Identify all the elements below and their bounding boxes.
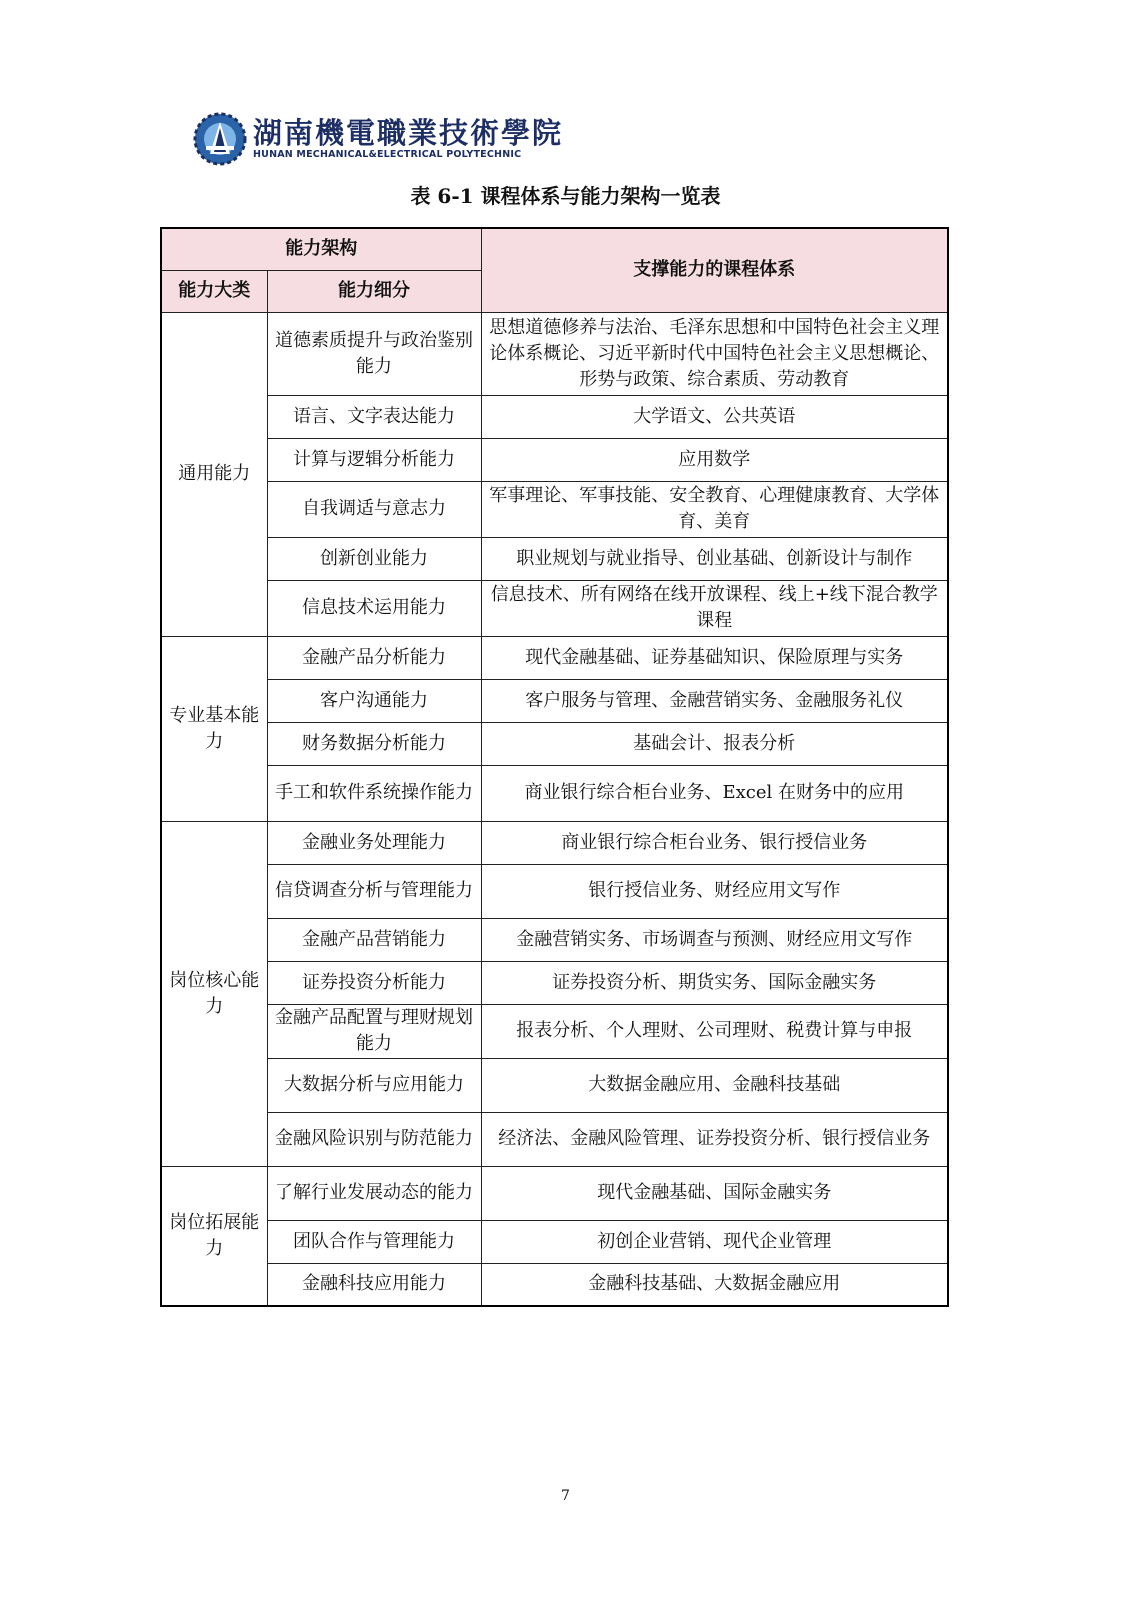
courses-cell: 大数据金融应用、金融科技基础 [481,1058,948,1112]
ability-detail-cell: 大数据分析与应用能力 [267,1058,481,1112]
ability-detail-cell: 客户沟通能力 [267,679,481,722]
ability-detail-cell: 金融产品营销能力 [267,918,481,961]
courses-cell: 经济法、金融风险管理、证券投资分析、银行授信业务 [481,1112,948,1166]
courses-cell: 商业银行综合柜台业务、Excel 在财务中的应用 [481,765,948,821]
ability-detail-cell: 计算与逻辑分析能力 [267,438,481,481]
ability-detail-cell: 道德素质提升与政治鉴别能力 [267,312,481,395]
courses-cell: 商业银行综合柜台业务、银行授信业务 [481,821,948,864]
ability-detail-cell: 金融产品配置与理财规划能力 [267,1004,481,1058]
courses-cell: 报表分析、个人理财、公司理财、税费计算与申报 [481,1004,948,1058]
ability-detail-cell: 财务数据分析能力 [267,722,481,765]
ability-detail-cell: 手工和软件系统操作能力 [267,765,481,821]
courses-cell: 军事理论、军事技能、安全教育、心理健康教育、大学体育、美育 [481,481,948,537]
courses-cell: 客户服务与管理、金融营销实务、金融服务礼仪 [481,679,948,722]
college-logo [193,112,563,166]
header-ability-framework: 能力架构 [161,228,481,270]
header-course-system: 支撑能力的课程体系 [481,228,948,312]
courses-cell: 应用数学 [481,438,948,481]
courses-cell: 金融营销实务、市场调查与预测、财经应用文写作 [481,918,948,961]
ability-detail-cell: 金融风险识别与防范能力 [267,1112,481,1166]
category-cell: 岗位核心能力 [161,821,267,1166]
ability-detail-cell: 自我调适与意志力 [267,481,481,537]
courses-cell: 银行授信业务、财经应用文写作 [481,864,948,918]
courses-cell: 证券投资分析、期货实务、国际金融实务 [481,961,948,1004]
curriculum-ability-table [160,227,949,1307]
ability-detail-cell: 信息技术运用能力 [267,580,481,636]
courses-cell: 思想道德修养与法治、毛泽东思想和中国特色社会主义理论体系概论、习近平新时代中国特色社会主义思想概论、形势与政策、综合素质、劳动教育 [481,312,948,395]
courses-cell: 现代金融基础、国际金融实务 [481,1166,948,1220]
table-caption: 表 6-1 课程体系与能力架构一览表 [410,184,721,208]
logo-english-name: HUNAN MECHANICAL&ELECTRICAL POLYTECHNIC [253,149,522,160]
category-cell: 通用能力 [161,312,267,636]
ability-detail-cell: 团队合作与管理能力 [267,1220,481,1263]
ability-detail-cell: 了解行业发展动态的能力 [267,1166,481,1220]
header-ability-category: 能力大类 [161,270,267,312]
ability-detail-cell: 语言、文字表达能力 [267,395,481,438]
ability-detail-cell: 信贷调查分析与管理能力 [267,864,481,918]
courses-cell: 大学语文、公共英语 [481,395,948,438]
courses-cell: 现代金融基础、证券基础知识、保险原理与实务 [481,636,948,679]
courses-cell: 初创企业营销、现代企业管理 [481,1220,948,1263]
courses-cell: 金融科技基础、大数据金融应用 [481,1263,948,1306]
header-ability-detail: 能力细分 [267,270,481,312]
ability-detail-cell: 证券投资分析能力 [267,961,481,1004]
category-cell: 专业基本能力 [161,636,267,821]
ability-detail-cell: 金融科技应用能力 [267,1263,481,1306]
page-number: 7 [561,1488,570,1504]
category-cell: 岗位拓展能力 [161,1166,267,1306]
ability-detail-cell: 创新创业能力 [267,537,481,580]
ability-detail-cell: 金融产品分析能力 [267,636,481,679]
courses-cell: 基础会计、报表分析 [481,722,948,765]
courses-cell: 信息技术、所有网络在线开放课程、线上+线下混合教学课程 [481,580,948,636]
college-emblem-icon [193,112,247,166]
courses-cell: 职业规划与就业指导、创业基础、创新设计与制作 [481,537,948,580]
ability-detail-cell: 金融业务处理能力 [267,821,481,864]
logo-chinese-name: 湖南機電職業技術學院 [253,116,564,150]
